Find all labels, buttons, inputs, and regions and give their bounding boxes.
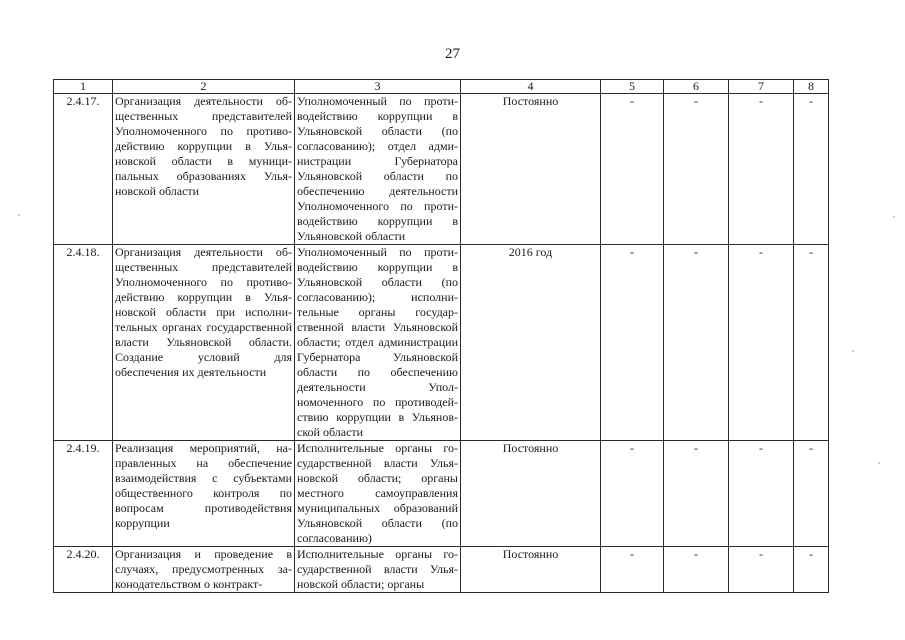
term-cell: Постоянно [461, 547, 601, 593]
row-number: 2.4.20. [54, 547, 113, 593]
col5-cell: - [601, 94, 664, 245]
row-number: 2.4.18. [54, 245, 113, 441]
row-number: 2.4.19. [54, 441, 113, 547]
header-col-2: 2 [113, 80, 295, 94]
col5-cell: - [601, 245, 664, 441]
col8-cell: - [794, 94, 829, 245]
col7-cell: - [729, 547, 794, 593]
col8-cell: - [794, 245, 829, 441]
col6-cell: - [664, 547, 729, 593]
col6-cell: - [664, 245, 729, 441]
executor-cell: Исполнительные органы государственной власти Ульяновской области; органы [295, 547, 461, 593]
scan-speck [893, 216, 895, 218]
col7-cell: - [729, 245, 794, 441]
measure-cell: Организация деятельности общественных представителей Уполномоченного по противодействию коррупции в Ульяновской области при исполнительных органах государственной власти Ульяновской области. Создание условий для обеспечения их деятельности [113, 245, 295, 441]
executor-cell: Исполнительные органы государственной власти Ульяновской области; органы местного самоуправления муниципальных образований Ульяновской области (по согласованию) [295, 441, 461, 547]
header-col-4: 4 [461, 80, 601, 94]
header-col-6: 6 [664, 80, 729, 94]
measure-cell: Реализация мероприятий, направленных на обеспечение взаимодействия с субъектами общественного контроля по вопросам противодействия коррупции [113, 441, 295, 547]
header-col-1: 1 [54, 80, 113, 94]
table-row [54, 441, 829, 547]
term-cell: 2016 год [461, 245, 601, 441]
col8-cell: - [794, 547, 829, 593]
scan-speck [878, 462, 880, 464]
row-number: 2.4.17. [54, 94, 113, 245]
table-row [54, 245, 829, 441]
page-number: 27 [445, 46, 460, 62]
header-col-5: 5 [601, 80, 664, 94]
header-col-8: 8 [794, 80, 829, 94]
col6-cell: - [664, 441, 729, 547]
header-col-7: 7 [729, 80, 794, 94]
col5-cell: - [601, 547, 664, 593]
executor-cell: Уполномоченный по противодействию коррупции в Ульяновской области (по согласованию); исполнительные органы государственной власти Ульяновской области; отдел администрации Губернатора Ульяновской области по обеспечению деятельности Уполномоченного по противодействию коррупции в Ульяновской области [295, 245, 461, 441]
table-row [54, 94, 829, 245]
col5-cell: - [601, 441, 664, 547]
term-cell: Постоянно [461, 441, 601, 547]
measure-cell: Организация деятельности общественных представителей Уполномоченного по противодействию коррупции в Ульяновской области в муниципальных образованиях Ульяновской области [113, 94, 295, 245]
header-row [54, 80, 829, 94]
col8-cell: - [794, 441, 829, 547]
table-row [54, 547, 829, 593]
measures-table [53, 79, 829, 593]
executor-cell: Уполномоченный по противодействию коррупции в Ульяновской области (по согласованию); отдел администрации Губернатора Ульяновской области по обеспечению деятельности Уполномоченного по противодействию коррупции в Ульяновской области [295, 94, 461, 245]
col6-cell: - [664, 94, 729, 245]
measure-cell: Организация и проведение в случаях, предусмотренных законодательством о контракт- [113, 547, 295, 593]
scan-speck [852, 350, 854, 352]
header-col-3: 3 [295, 80, 461, 94]
col7-cell: - [729, 94, 794, 245]
col7-cell: - [729, 441, 794, 547]
term-cell: Постоянно [461, 94, 601, 245]
scan-speck [18, 214, 20, 216]
